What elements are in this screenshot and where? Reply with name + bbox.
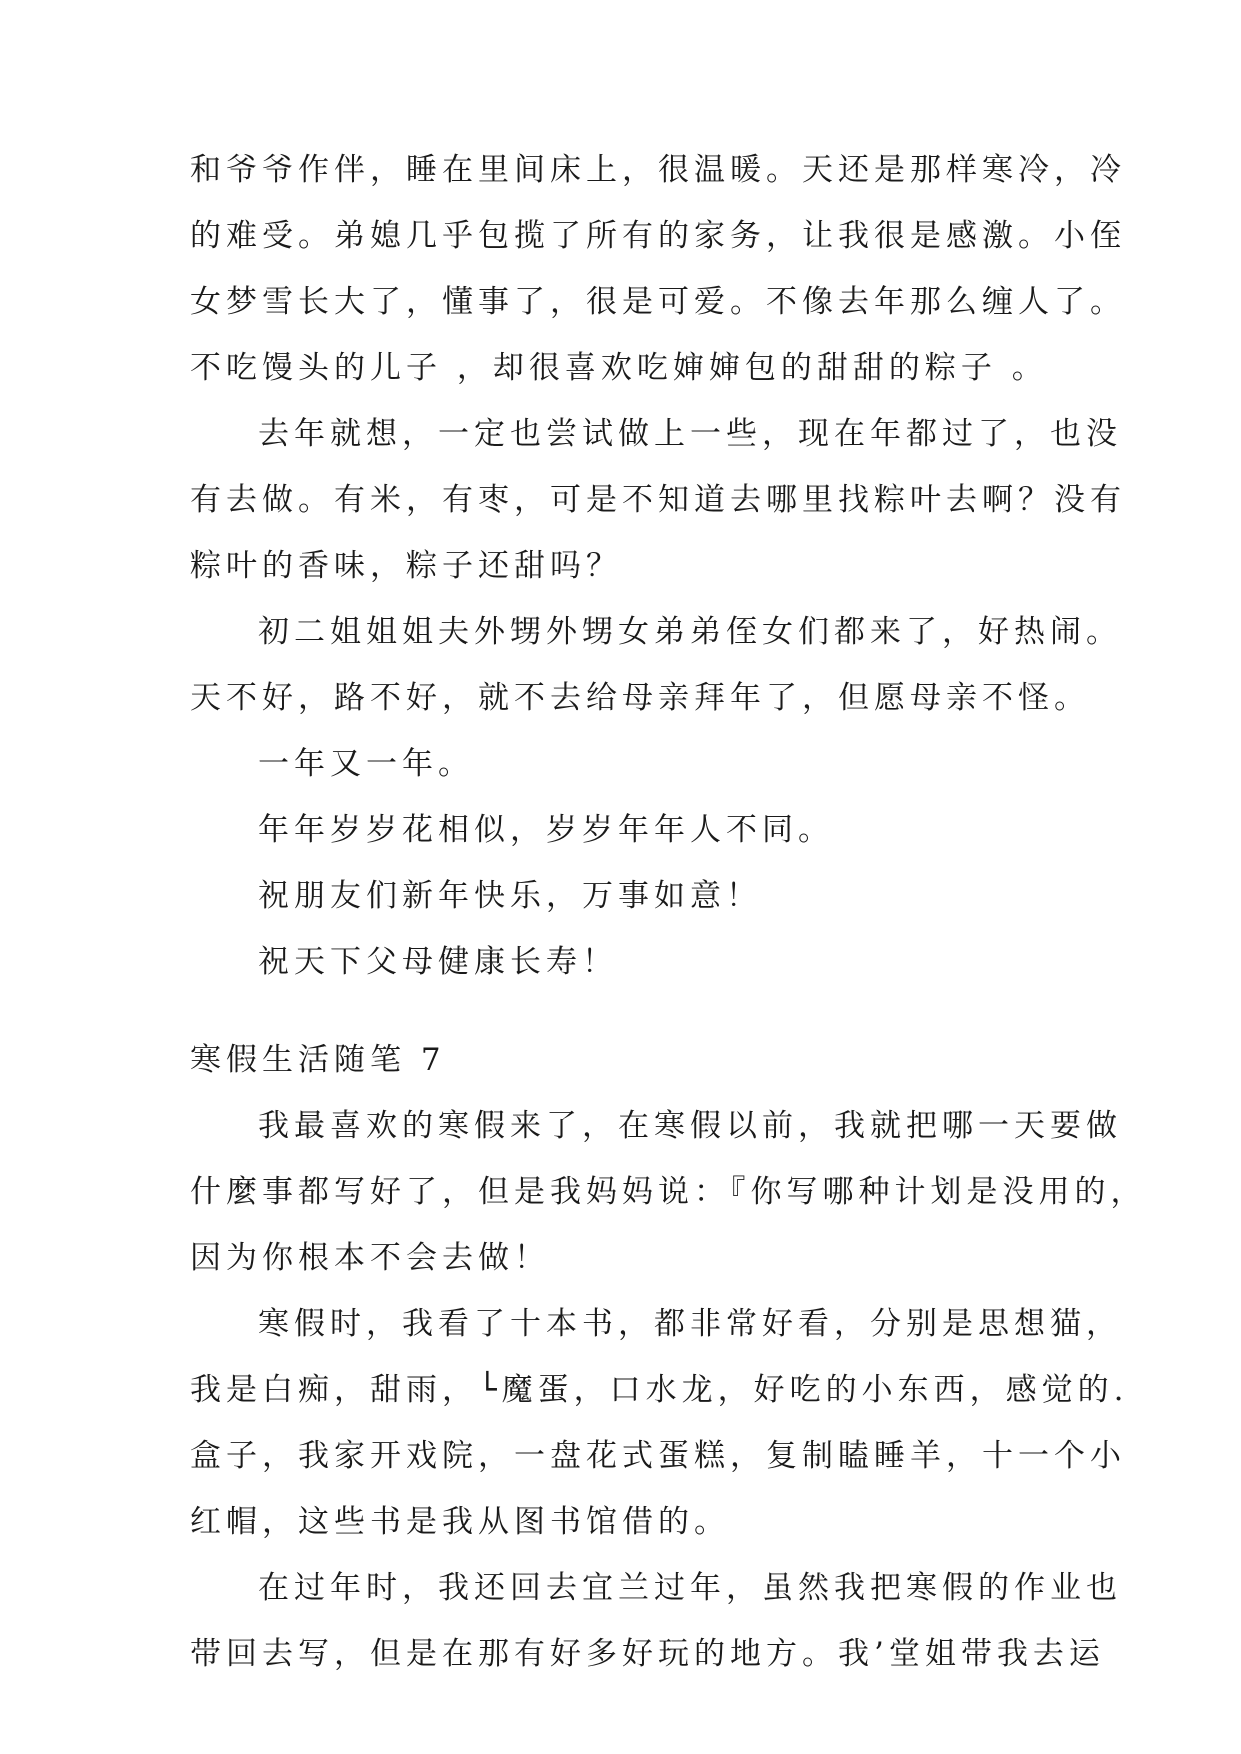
text-line: 带回去写，但是在那有好多好玩的地方。我’堂姐带我去运 xyxy=(190,1636,1105,1672)
text-line: 年年岁岁花相似，岁岁年年人不同。 xyxy=(258,812,834,848)
text-line: 我是白痴，甜雨，└魔蛋，口水龙，好吃的小东西，感觉的. xyxy=(190,1372,1129,1408)
text-line: 在过年时，我还回去宜兰过年，虽然我把寒假的作业也 xyxy=(258,1570,1122,1606)
text-line: 的难受。弟媳几乎包揽了所有的家务，让我很是感激。小侄 xyxy=(190,218,1126,254)
text-line: 初二姐姐姐夫外甥外甥女弟弟侄女们都来了，好热闹。 xyxy=(258,614,1122,650)
text-line: 天不好，路不好，就不去给母亲拜年了，但愿母亲不怪。 xyxy=(190,680,1090,716)
text-line: 红帽，这些书是我从图书馆借的。 xyxy=(190,1504,730,1540)
text-line: 和爷爷作伴，睡在里间床上，很温暖。天还是那样寒冷，冷 xyxy=(190,152,1126,188)
text-line: 盒子，我家开戏院，一盘花式蛋糕，复制瞌睡羊，十一个小 xyxy=(190,1438,1126,1474)
text-line: 有去做。有米，有枣，可是不知道去哪里找粽叶去啊？没有 xyxy=(190,482,1126,518)
text-line: 不吃馒头的儿子 ，却很喜欢吃婶婶包的甜甜的粽子 。 xyxy=(190,350,1048,386)
text-line: 祝朋友们新年快乐，万事如意！ xyxy=(258,878,762,914)
text-line: 什麼事都写好了，但是我妈妈说：『你写哪种计划是没用的， xyxy=(190,1174,1147,1210)
text-line: 寒假时，我看了十本书，都非常好看，分别是思想猫， xyxy=(258,1306,1122,1342)
text-line: 一年又一年。 xyxy=(258,746,474,782)
section-title: 寒假生活随笔 7 xyxy=(190,1042,446,1078)
text-line: 粽叶的香味，粽子还甜吗？ xyxy=(190,548,622,584)
text-line: 因为你根本不会去做！ xyxy=(190,1240,550,1276)
text-line: 去年就想，一定也尝试做上一些，现在年都过了，也没 xyxy=(258,416,1122,452)
text-line: 我最喜欢的寒假来了，在寒假以前，我就把哪一天要做 xyxy=(258,1108,1122,1144)
text-line: 祝天下父母健康长寿！ xyxy=(258,944,618,980)
text-line: 女梦雪长大了，懂事了，很是可爱。不像去年那么缠人了。 xyxy=(190,284,1126,320)
